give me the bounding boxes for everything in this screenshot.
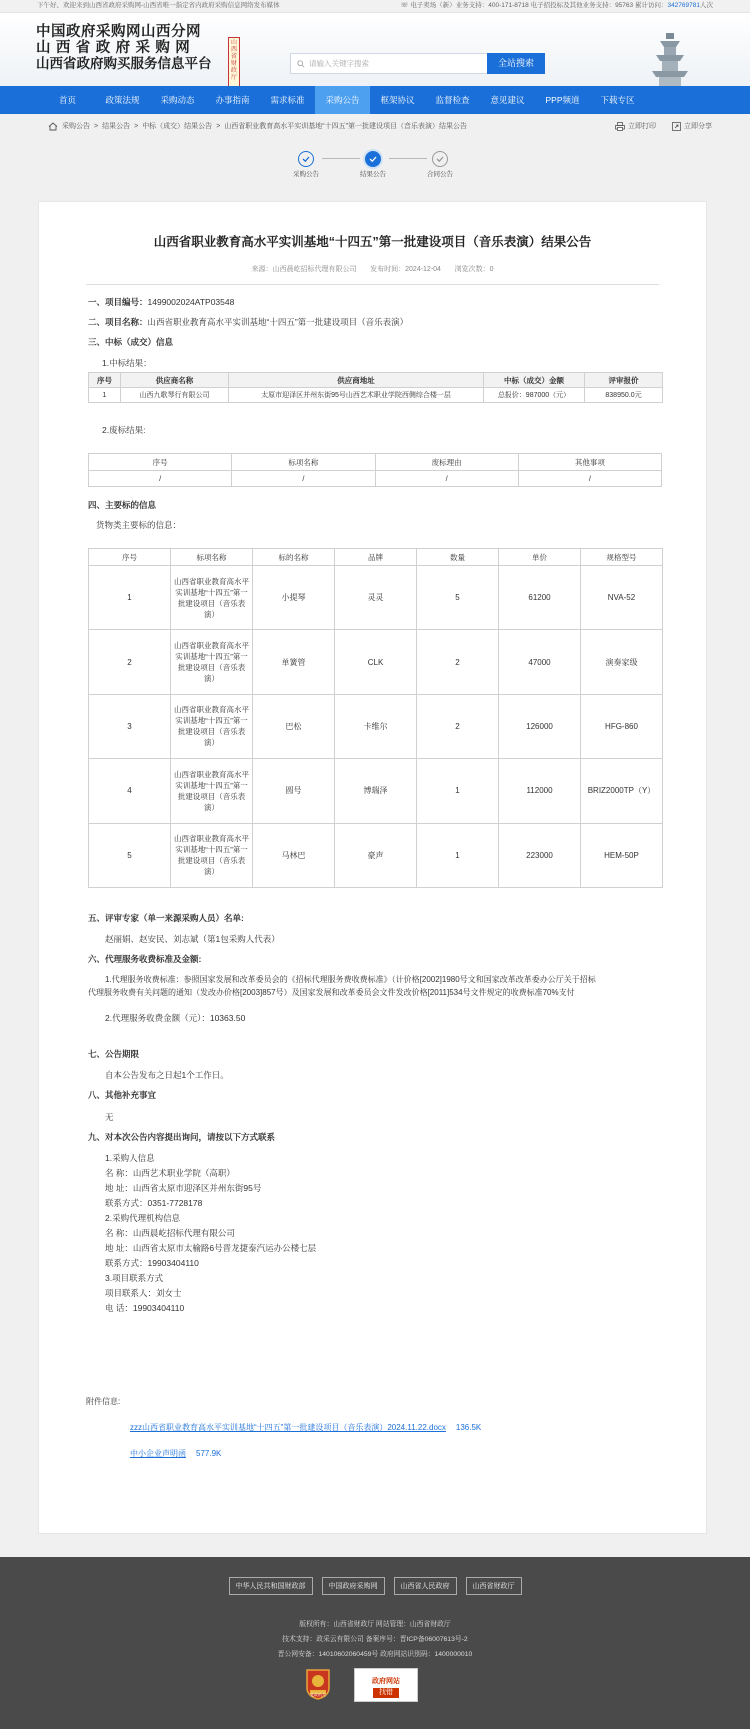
attachment-item [130, 1422, 481, 1433]
nav-ppp[interactable]: PPP频道 [545, 95, 580, 105]
footer-link[interactable]: 山西省财政厅 [466, 1577, 522, 1595]
attachment-size: 136.5K [455, 1423, 482, 1432]
print-button[interactable]: 立即打印 [615, 121, 656, 131]
attachment-item [130, 1448, 221, 1459]
phone-icon: ☏ [400, 2, 409, 9]
crumb-announcement[interactable]: 采购公告 [62, 123, 90, 130]
contact-line: 3.项目联系方式 [105, 1273, 164, 1283]
contact-line: 联系方式：19903404110 [105, 1258, 199, 1268]
nav-framework[interactable]: 框架协议 [380, 95, 415, 105]
logo-line1: 中国政府采购网山西分网 [36, 24, 201, 40]
table-row: 2 山西省职业教育高水平实训基地“十四五”第一批建设项目（音乐表演） 单簧管 CLK 2 47000 演奏家级 [89, 630, 663, 694]
col-header: 标项名称 [171, 549, 253, 566]
section-other: 八、其他补充事宜 [88, 1090, 157, 1100]
attachment-link[interactable]: zzz山西省职业教育高水平实训基地“十四五”第一批建设项目（音乐表演）2024.11.22.docx [130, 1423, 446, 1432]
col-header: 废标理由 [375, 454, 518, 471]
divider [86, 284, 659, 285]
table-row: / / / / [89, 471, 662, 487]
project-number: 一、项目编号：1499002024ATP03548 [88, 297, 235, 307]
col-header: 序号 [89, 454, 232, 471]
nav-feedback[interactable]: 意见建议 [490, 95, 525, 105]
fee-standard-2: 代理服务收费有关问题的通知（发改办价格[2003]857号）及国家发展和改革委员会文件发改价格[2011]534号文件规定的收费标准70%支付 [88, 988, 575, 997]
breadcrumb: 采购公告 > 结果公告 > 中标（成交）结果公告 > 山西省职业教育高水平实训基地“十四五”第一批建设项目（音乐表演）结果公告 立即打印 立即分享 [0, 114, 750, 138]
search-button[interactable]: 全站搜索 [487, 53, 545, 74]
attachment-size: 577.9K [196, 1449, 222, 1458]
step-announcement: 采购公告 [291, 151, 321, 178]
contact-line: 地 址：山西省太原市迎泽区并州东街95号 [105, 1183, 262, 1193]
section-contact: 九、对本次公告内容提出询问，请按以下方式联系 [88, 1132, 276, 1142]
logo-line3: 山西省政府购买服务信息平台 [36, 56, 212, 71]
col-header: 标的名称 [253, 549, 335, 566]
win-result-label: 1.中标结果： [102, 358, 152, 368]
check-icon [368, 154, 378, 164]
logo-line2: 山西省政府采购网 [36, 39, 196, 56]
experts-list: 赵丽娟、赵安民、刘志斌（第1包采购人代表） [105, 934, 280, 944]
publish-date: 2024-12-04 [405, 266, 441, 273]
nav-standard[interactable]: 需求标准 [270, 95, 305, 105]
fail-result-label: 2.废标结果: [102, 425, 146, 435]
party-gov-badge[interactable]: 党政机关 [305, 1668, 331, 1700]
view-count: 0 [489, 266, 494, 273]
crumb-current: 山西省职业教育高水平实训基地“十四五”第一批建设项目（音乐表演）结果公告 [224, 123, 467, 130]
share-icon [672, 122, 681, 131]
col-header: 序号 [89, 549, 171, 566]
home-icon[interactable] [48, 122, 58, 131]
nav-home[interactable]: 首页 [58, 95, 76, 105]
welcome-text: 下午好、欢迎来到山西省政府采购网-山西省唯一指定省内政府采购信息网络发布媒体 [37, 2, 280, 9]
nav-supervision[interactable]: 监督检查 [435, 95, 470, 105]
page-title: 山西省职业教育高水平实训基地“十四五”第一批建设项目（音乐表演）结果公告 [153, 235, 592, 249]
check-icon [435, 154, 445, 164]
tech-support: 技术支持：政采云有限公司 备案序号：晋ICP备06007613号-2 [282, 1636, 468, 1643]
win-table [88, 372, 663, 403]
period-text: 自本公告发布之日起1个工作日。 [105, 1070, 229, 1080]
footer-link[interactable]: 中国政府采购网 [322, 1577, 385, 1595]
fee-amount: 2.代理服务收费金额（元）：10363.50 [105, 1013, 246, 1023]
contact-line: 电 话：19903404110 [105, 1303, 185, 1313]
contact-line: 项目联系人：刘女士 [105, 1288, 182, 1298]
seal-badge: 山西省财政厅 [228, 37, 240, 87]
footer-link[interactable]: 山西省人民政府 [394, 1577, 457, 1595]
table-row: 4 山西省职业教育高水平实训基地“十四五”第一批建设项目（音乐表演） 圆号 博瑞泽 1 112000 BRIZ2000TP（Y） [89, 759, 663, 823]
section-experts: 五、评审专家（单一来源采购人员）名单: [88, 913, 244, 923]
contact-line: 1.采购人信息 [105, 1153, 155, 1163]
fail-table [88, 453, 662, 487]
site-footer [0, 1557, 750, 1729]
search-icon [297, 60, 305, 68]
section-win-info: 三、中标（成交）信息 [88, 337, 174, 347]
top-bar [0, 0, 750, 13]
contact-line: 名 称：山西艺术职业学院（高职） [105, 1168, 235, 1178]
table-row: 1 山西九歌琴行有限公司 太原市迎泽区并州东街95号山西艺术职业学院西侧综合楼一层 总报价：987000（元） 838950.0元 [89, 388, 663, 403]
col-header: 序号 [89, 373, 121, 388]
printer-icon [615, 122, 625, 131]
table-row: 3 山西省职业教育高水平实训基地“十四五”第一批建设项目（音乐表演） 巴松 卡维尔 2 126000 HFG-860 [89, 694, 663, 758]
contact-info: ☏ 电子卖场（新）业务支持：400-171-8718 电子招投标及其他业务支持：95763 累计访问：342769781人次 [400, 2, 713, 9]
step-contract: 合同公告 [425, 151, 455, 178]
nav-download[interactable]: 下载专区 [600, 95, 635, 105]
other-text: 无 [105, 1112, 114, 1122]
crumb-win-result[interactable]: 中标（成交）结果公告 [142, 123, 213, 130]
site-logo[interactable] [36, 25, 236, 72]
gov-site-error-badge[interactable]: 政府网站 找错 [354, 1668, 418, 1702]
step-result: 结果公告 [358, 151, 388, 178]
table-row: 5 山西省职业教育高水平实训基地“十四五”第一批建设项目（音乐表演） 马林巴 豪声 1 223000 HEM-50P [89, 823, 663, 887]
search-input[interactable]: 请输入关键字搜索 [290, 53, 487, 74]
project-name: 二、项目名称：山西省职业教育高水平实训基地“十四五”第一批建设项目（音乐表演） [88, 317, 409, 327]
section-period: 七、公告期限 [88, 1049, 140, 1059]
attachment-label: 附件信息: [86, 1397, 121, 1406]
footer-link[interactable]: 中华人民共和国财政部 [229, 1577, 313, 1595]
search-bar [290, 53, 545, 74]
progress-steps [0, 138, 750, 198]
footer-links [0, 1577, 750, 1595]
col-header: 数量 [417, 549, 499, 566]
nav-guide[interactable]: 办事指南 [215, 95, 250, 105]
security-record: 晋公网安备：14010602060459号 政府网站识别码：1400000010 [277, 1651, 473, 1658]
contact-line: 联系方式：0351-7728178 [105, 1198, 203, 1208]
goods-label: 货物类主要标的信息： [96, 520, 182, 530]
col-header: 规格型号 [581, 549, 663, 566]
share-button[interactable]: 立即分享 [672, 121, 712, 131]
contact-line: 地 址：山西省太原市太榆路6号晋龙捷泰汽运办公楼七层 [105, 1243, 317, 1253]
article-meta: 来源：山西晨屹招标代理有限公司 发布时间：2024-12-04 浏览次数：0 [251, 266, 494, 273]
col-header: 品牌 [335, 549, 417, 566]
visit-count: 342769781 [667, 2, 700, 9]
site-header [0, 13, 750, 86]
attachment-link[interactable]: 中小企业声明函 [130, 1449, 186, 1458]
fee-standard-1: 1.代理服务收费标准：参照国家发展和改革委员会的《招标代理服务费收费标准》（计价格[2002]1980号文和国家改革改革委办公厅关于招标 [105, 975, 596, 984]
copyright: 版权所有：山西省财政厅 网站管理：山西省财政厅 [299, 1621, 451, 1628]
article-card [38, 201, 707, 1534]
nav-policy[interactable]: 政策法规 [105, 95, 140, 105]
section-goods: 四、主要标的信息 [88, 500, 157, 510]
col-header: 供应商地址 [229, 373, 484, 388]
goods-table [88, 548, 663, 888]
nav-announcement[interactable]: 采购公告 [315, 86, 370, 114]
table-row: 1 山西省职业教育高水平实训基地“十四五”第一批建设项目（音乐表演） 小提琴 灵灵 5 61200 NVA-52 [89, 566, 663, 630]
contact-line: 名 称：山西晨屹招标代理有限公司 [105, 1228, 235, 1238]
section-fee: 六、代理服务收费标准及金额: [88, 954, 202, 964]
nav-news[interactable]: 采购动态 [160, 95, 195, 105]
col-header: 评审报价 [585, 373, 663, 388]
source: 山西晨屹招标代理有限公司 [272, 266, 357, 273]
col-header: 标项名称 [232, 454, 375, 471]
main-nav [0, 86, 750, 114]
crumb-result[interactable]: 结果公告 [102, 123, 131, 130]
col-header: 单价 [499, 549, 581, 566]
contact-line: 2.采购代理机构信息 [105, 1213, 181, 1223]
col-header: 中标（成交）金额 [484, 373, 585, 388]
col-header: 其他事项 [518, 454, 661, 471]
check-icon [301, 154, 311, 164]
col-header: 供应商名称 [121, 373, 229, 388]
